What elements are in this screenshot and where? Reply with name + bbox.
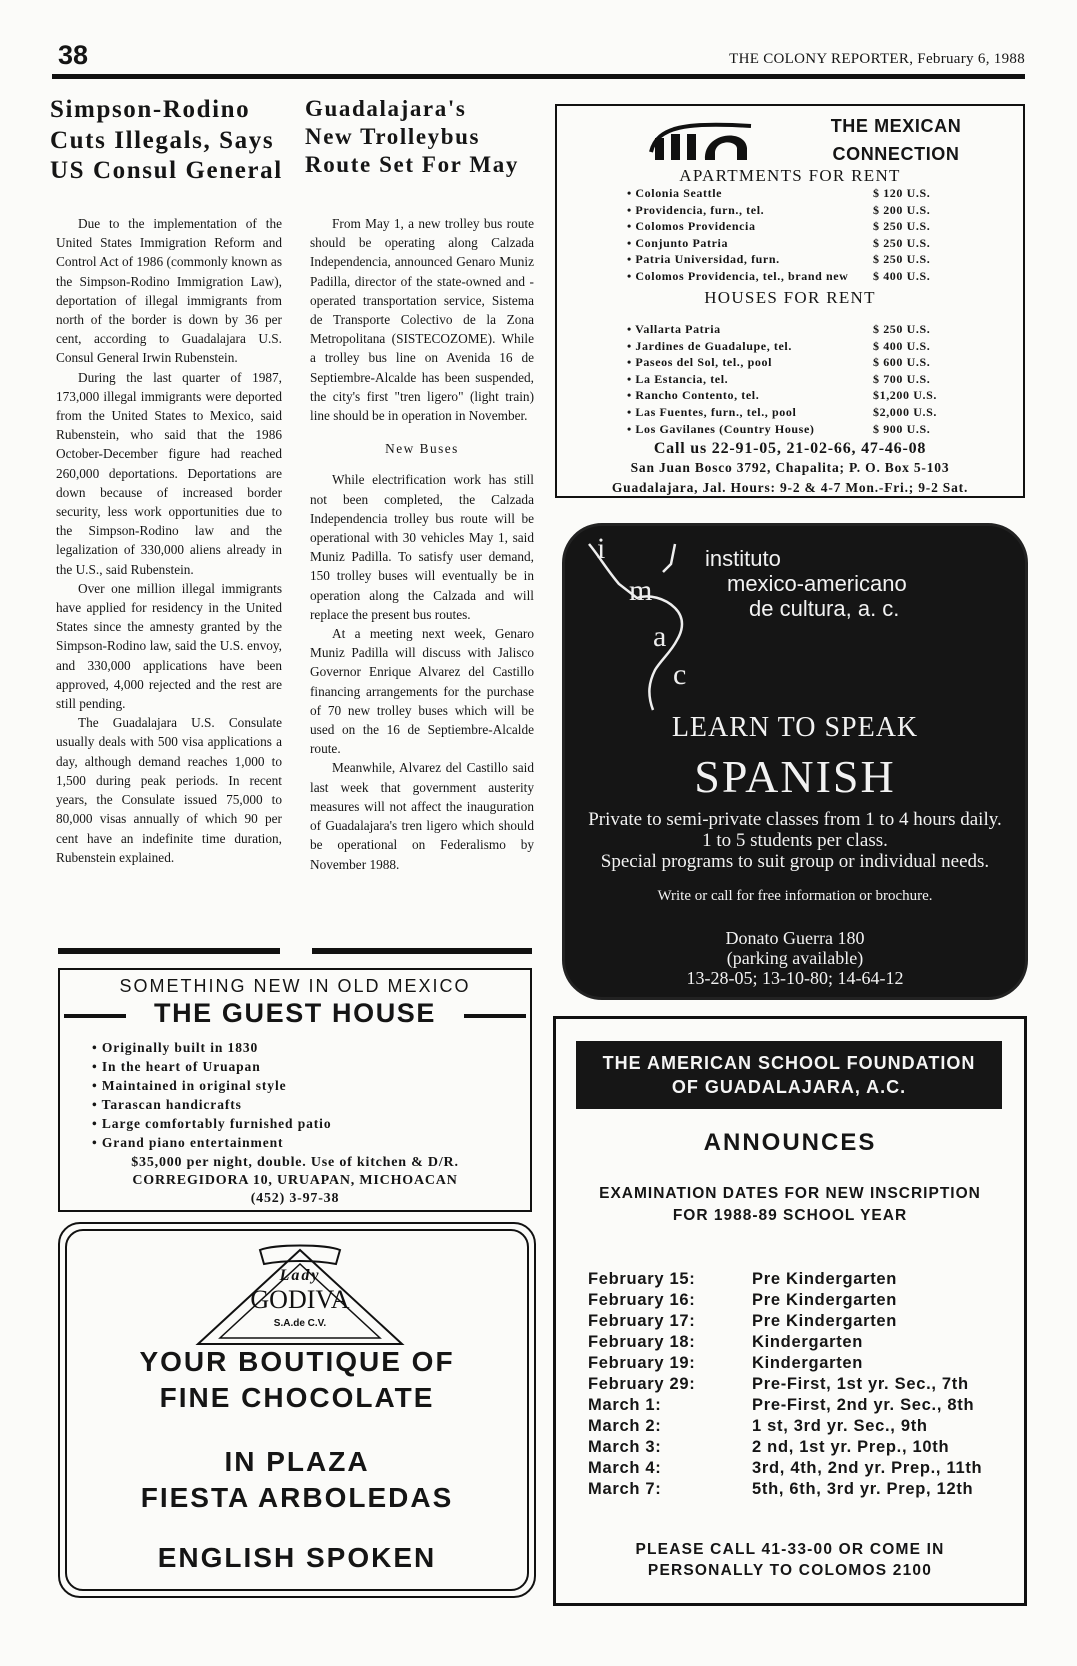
paragraph: Over one million illegal immigrants have applied for residency in the United States since the amnesty granted by the Simpson-Rodino law, said the U.S. envoy, and 330,000 applications have been approved, 4,000 rejected and the rest are still pending. bbox=[56, 580, 282, 712]
exam-dates-table bbox=[588, 1269, 1008, 1500]
guest-house-kicker: SOMETHING NEW IN OLD MEXICO bbox=[119, 976, 471, 996]
location-line: FIESTA ARBOLEDAS bbox=[140, 1482, 454, 1513]
logo-letter: i bbox=[597, 536, 606, 565]
address-line: 13-28-05; 13-10-80; 14-64-12 bbox=[686, 968, 904, 988]
school-contact bbox=[556, 1539, 1024, 1581]
subheading: New Buses bbox=[385, 441, 459, 457]
desc-line: Special programs to suit group or individual needs. bbox=[600, 851, 990, 872]
exam-level: Pre Kindergarten bbox=[752, 1291, 898, 1309]
list-item bbox=[627, 355, 957, 372]
desc-line: 1 to 5 students per class. bbox=[702, 830, 888, 851]
school-name-bar bbox=[576, 1041, 1002, 1109]
table-row bbox=[588, 1458, 1008, 1479]
article1-body bbox=[56, 214, 282, 867]
american-school-ad bbox=[553, 1016, 1027, 1606]
paragraph: The Guadalajara U.S. Consulate usually deals with 500 visa applications a day, although demand reaches 1,000 to 1,500 during peak periods. In recent years, the Consulate issued 75,000 to 80,000 visas annually of which 90 per cent have an indefinite time duration, Rubenstein explained. bbox=[56, 715, 282, 865]
footer-line: $35,000 per night, double. Use of kitchen & D/R. bbox=[131, 1155, 459, 1170]
listing-name: • La Estancia, tel. bbox=[627, 371, 729, 386]
list-item: • Tarascan handicrafts bbox=[92, 1097, 242, 1113]
guest-house-ad bbox=[58, 968, 532, 1212]
listing-price: $2,000 U.S. bbox=[873, 404, 937, 419]
list-item: • Originally built in 1830 bbox=[92, 1040, 259, 1055]
listing-name: • Patria Universidad, furn. bbox=[627, 252, 780, 267]
table-row bbox=[588, 1374, 1008, 1395]
list-item bbox=[627, 372, 957, 389]
list-item: • Maintained in original style bbox=[92, 1078, 287, 1094]
mc-title bbox=[771, 112, 1021, 168]
school-name-line: THE AMERICAN SCHOOL FOUNDATION bbox=[602, 1053, 976, 1073]
article2-body bbox=[310, 214, 534, 874]
column-rule bbox=[312, 948, 532, 954]
paragraph: Meanwhile, Alvarez del Castillo said last week that government austerity measures will not affect the inauguration of Guadalajara's tren ligero which should be operational on Federalismo by November 1988. bbox=[310, 760, 534, 872]
listing-price: $1,200 U.S. bbox=[873, 388, 937, 403]
godiva-english: ENGLISH SPOKEN bbox=[157, 1542, 437, 1573]
listing-name: • Paseos del Sol, tel., pool bbox=[627, 355, 773, 370]
table-row bbox=[588, 1395, 1008, 1416]
exam-level: 2 nd, 1st yr. Prep., 10th bbox=[752, 1438, 950, 1456]
mc-title-line: THE MEXICAN bbox=[830, 116, 962, 136]
table-row bbox=[588, 1269, 1008, 1290]
footer-line: (452) 3-97-38 bbox=[250, 1191, 340, 1206]
mc-address: San Juan Bosco 3792, Chapalita; P. O. Box 5-103 bbox=[630, 460, 950, 475]
exam-date: February 15: bbox=[588, 1270, 696, 1288]
listing-price: $ 400 U.S. bbox=[873, 338, 931, 353]
apartments-heading: APARTMENTS FOR RENT bbox=[679, 166, 901, 185]
mc-hours: Guadalajara, Jal. Hours: 9-2 & 4-7 Mon.-Fri.; 9-2 Sat. bbox=[611, 480, 969, 495]
exam-date: March 3: bbox=[588, 1438, 662, 1456]
list-item bbox=[627, 339, 957, 356]
headline-line: Guadalajara's bbox=[305, 96, 467, 121]
listing-name: • Las Fuentes, furn., tel., pool bbox=[627, 404, 797, 419]
school-address bbox=[565, 928, 1025, 988]
exam-level: 5th, 6th, 3rd yr. Prep, 12th bbox=[752, 1480, 974, 1498]
listing-name: • Rancho Contento, tel. bbox=[627, 388, 760, 403]
list-item bbox=[627, 322, 957, 339]
exam-date: March 2: bbox=[588, 1417, 662, 1435]
header-rule bbox=[52, 74, 1025, 79]
paragraph: During the last quarter of 1987, 173,000 illegal immigrants were deported from the United States to Mexico, said Rubenstein, who said that the 1986 October-December figure had reached 260,000 deportations. Deportations are down because of increased border security, less work opportunities due to the Simpson-Rodino law and the legalization of 330,000 aliens already in the U.S., said Rubenstein. bbox=[56, 369, 282, 577]
logo-text: S.A.de C.V. bbox=[273, 1318, 327, 1329]
headline-line: New Trolleybus bbox=[305, 124, 481, 150]
listing-name: • Colomos Providencia, tel., brand new bbox=[627, 268, 849, 283]
exam-level: Kindergarten bbox=[752, 1333, 864, 1351]
exam-level: 3rd, 4th, 2nd yr. Prep., 11th bbox=[752, 1459, 983, 1477]
list-item bbox=[627, 203, 957, 220]
paragraph: While electrification work has still not been completed, the Calzada Independencia trolley bus route will be operational with 30 vehicles May 1, said Muniz Padilla. To satisfy user demand, 150 trolley buses will eventually be in operation along the Calzada and will replace the present bus routes. bbox=[310, 472, 534, 622]
godiva-location bbox=[60, 1444, 534, 1516]
south-america-map-icon bbox=[579, 536, 719, 716]
listing-name: • Jardines de Guadalupe, tel. bbox=[627, 338, 792, 353]
headline-line: Route Set For May bbox=[305, 152, 519, 178]
apartments-list bbox=[627, 186, 957, 286]
institute-line: instituto bbox=[705, 546, 781, 571]
exam-level: Pre-First, 2nd yr. Sec., 8th bbox=[752, 1396, 975, 1414]
table-row bbox=[588, 1290, 1008, 1311]
address-line: Donato Guerra 180 bbox=[725, 928, 865, 948]
desc-line: Private to semi-private classes from 1 to 4 hours daily. bbox=[588, 809, 1002, 830]
listing-name: • Colonia Seattle bbox=[627, 186, 723, 200]
page-number: 38 bbox=[58, 40, 89, 70]
table-row bbox=[588, 1479, 1008, 1500]
masthead: THE COLONY REPORTER, February 6, 1988 bbox=[729, 51, 1025, 67]
listing-price: $ 250 U.S. bbox=[873, 235, 931, 250]
table-row bbox=[588, 1353, 1008, 1374]
listing-price: $ 900 U.S. bbox=[873, 421, 931, 436]
list-item bbox=[627, 269, 957, 286]
logo-text: GODIVA bbox=[250, 1285, 350, 1314]
location-line: IN PLAZA bbox=[224, 1446, 370, 1477]
paragraph: From May 1, a new trolley bus route should be operating along Calzada Independencia, announced Genaro Muniz Padilla, director of the state-owned and -operated transportation service, Sistema de Transporte Colectivo de la Zona Metropolitana (SISTECOZOME). While a trolley bus line on Avenida 16 de Septiembre-Alcalde has been suspended, the city's first "tren ligero" (light train) line should be in operation in November. bbox=[310, 216, 534, 424]
listing-price: $ 700 U.S. bbox=[873, 371, 931, 386]
logo-letter: c bbox=[673, 658, 687, 691]
mexican-connection-ad bbox=[555, 104, 1025, 498]
exam-date: February 16: bbox=[588, 1291, 696, 1309]
list-item bbox=[627, 388, 957, 405]
tagline-line: YOUR BOUTIQUE OF bbox=[139, 1346, 455, 1377]
institute-line: mexico-americano bbox=[727, 571, 907, 596]
listing-price: $ 120 U.S. bbox=[873, 186, 931, 200]
listing-price: $ 250 U.S. bbox=[873, 219, 931, 234]
brochure-note: Write or call for free information or brochure. bbox=[657, 888, 933, 904]
headline-line: Cuts Illegals, Says bbox=[50, 126, 275, 154]
listing-name: • Conjunto Patria bbox=[627, 235, 729, 250]
table-row bbox=[588, 1311, 1008, 1332]
institute-name bbox=[705, 546, 907, 621]
table-row bbox=[588, 1437, 1008, 1458]
footer-line: CORREGIDORA 10, URUAPAN, MICHOACAN bbox=[132, 1173, 458, 1188]
list-item bbox=[627, 186, 957, 203]
list-item bbox=[627, 422, 957, 439]
headline-line: Simpson-Rodino bbox=[50, 96, 251, 123]
spanish-school-ad bbox=[562, 523, 1028, 1000]
list-item: • Large comfortably furnished patio bbox=[92, 1116, 332, 1132]
tagline-line: FINE CHOCOLATE bbox=[159, 1382, 435, 1413]
exam-line: FOR 1988-89 SCHOOL YEAR bbox=[672, 1207, 908, 1224]
address-line: (parking available) bbox=[726, 948, 864, 968]
exam-date: February 29: bbox=[588, 1375, 696, 1393]
exam-level: 1 st, 3rd yr. Sec., 9th bbox=[752, 1417, 928, 1435]
exam-level: Pre Kindergarten bbox=[752, 1312, 898, 1330]
exam-date: March 4: bbox=[588, 1459, 662, 1477]
table-row bbox=[588, 1416, 1008, 1437]
listing-name: • Colomos Providencia bbox=[627, 219, 756, 234]
exam-date: February 17: bbox=[588, 1312, 696, 1330]
listing-price: $ 250 U.S. bbox=[873, 322, 931, 336]
exam-level: Kindergarten bbox=[752, 1354, 864, 1372]
class-description bbox=[565, 809, 1025, 872]
spanish-heading: SPANISH bbox=[694, 751, 896, 802]
announces-heading: ANNOUNCES bbox=[703, 1129, 877, 1156]
listing-price: $ 200 U.S. bbox=[873, 202, 931, 217]
listing-price: $ 600 U.S. bbox=[873, 355, 931, 370]
column-rule bbox=[58, 948, 280, 954]
institute-line: de cultura, a. c. bbox=[749, 596, 900, 621]
paragraph: At a meeting next week, Genaro Muniz Padilla will discuss with Jalisco Governor Enrique Alvarez del Castillo financing arrangements for the purchase of 70 new trolley buses which will be used on the 16 de Septiembre-Alcalde route. bbox=[310, 626, 534, 757]
list-item bbox=[627, 219, 957, 236]
mc-call: Call us 22-91-05, 21-02-66, 47-46-08 bbox=[653, 440, 927, 457]
exam-date: March 7: bbox=[588, 1480, 662, 1498]
list-item bbox=[627, 252, 957, 269]
mc-title-line: CONNECTION bbox=[832, 144, 960, 164]
exam-date: February 18: bbox=[588, 1333, 696, 1351]
listing-name: • Providencia, furn., tel. bbox=[627, 202, 765, 217]
exam-line: EXAMINATION DATES FOR NEW INSCRIPTION bbox=[599, 1185, 981, 1202]
contact-line: PLEASE CALL 41-33-00 OR COME IN bbox=[635, 1541, 945, 1558]
listing-name: • Los Gavilanes (Country House) bbox=[627, 421, 815, 436]
exam-date: March 1: bbox=[588, 1396, 662, 1414]
listing-price: $ 400 U.S. bbox=[873, 268, 931, 283]
list-item bbox=[627, 405, 957, 422]
contact-line: PERSONALLY TO COLOMOS 2100 bbox=[647, 1562, 933, 1579]
exam-date: February 19: bbox=[588, 1354, 696, 1372]
learn-heading: LEARN TO SPEAK bbox=[671, 712, 919, 743]
paragraph: Due to the implementation of the United States Immigration Reform and Control Act of 1986 (commonly known as the Simpson-Rodino Immigration Law), deportation of illegal immigrants from north of the border is down by 36 per cent, according to Guadalajara U.S. Consul General Irwin Rubenstein. bbox=[56, 216, 282, 366]
exam-level: Pre Kindergarten bbox=[752, 1270, 898, 1288]
headline-line: US Consul General bbox=[50, 157, 283, 184]
godiva-ad bbox=[58, 1222, 536, 1598]
houses-list bbox=[627, 322, 957, 438]
houses-heading: HOUSES FOR RENT bbox=[704, 288, 876, 307]
list-item: • In the heart of Uruapan bbox=[92, 1059, 261, 1075]
logo-letter: a bbox=[653, 620, 667, 653]
article1-headline bbox=[50, 95, 295, 187]
article2-headline bbox=[305, 95, 535, 179]
godiva-tagline bbox=[60, 1344, 534, 1416]
godiva-logo-icon bbox=[190, 1240, 410, 1352]
guest-house-title: THE GUEST HOUSE bbox=[153, 998, 437, 1028]
logo-letter: m bbox=[629, 574, 653, 607]
guest-house-footer bbox=[60, 1154, 530, 1208]
exam-level: Pre-First, 1st yr. Sec., 7th bbox=[752, 1375, 969, 1393]
list-item bbox=[627, 236, 957, 253]
mc-logo-icon bbox=[647, 118, 757, 164]
exam-heading bbox=[556, 1183, 1024, 1227]
table-row bbox=[588, 1332, 1008, 1353]
school-name-line: OF GUADALAJARA, A.C. bbox=[671, 1077, 907, 1097]
logo-text: Lady bbox=[279, 1267, 321, 1284]
listing-price: $ 250 U.S. bbox=[873, 252, 931, 267]
guest-house-features bbox=[92, 1038, 331, 1153]
listing-name: • Vallarta Patria bbox=[627, 322, 721, 336]
list-item: • Grand piano entertainment bbox=[92, 1135, 284, 1151]
